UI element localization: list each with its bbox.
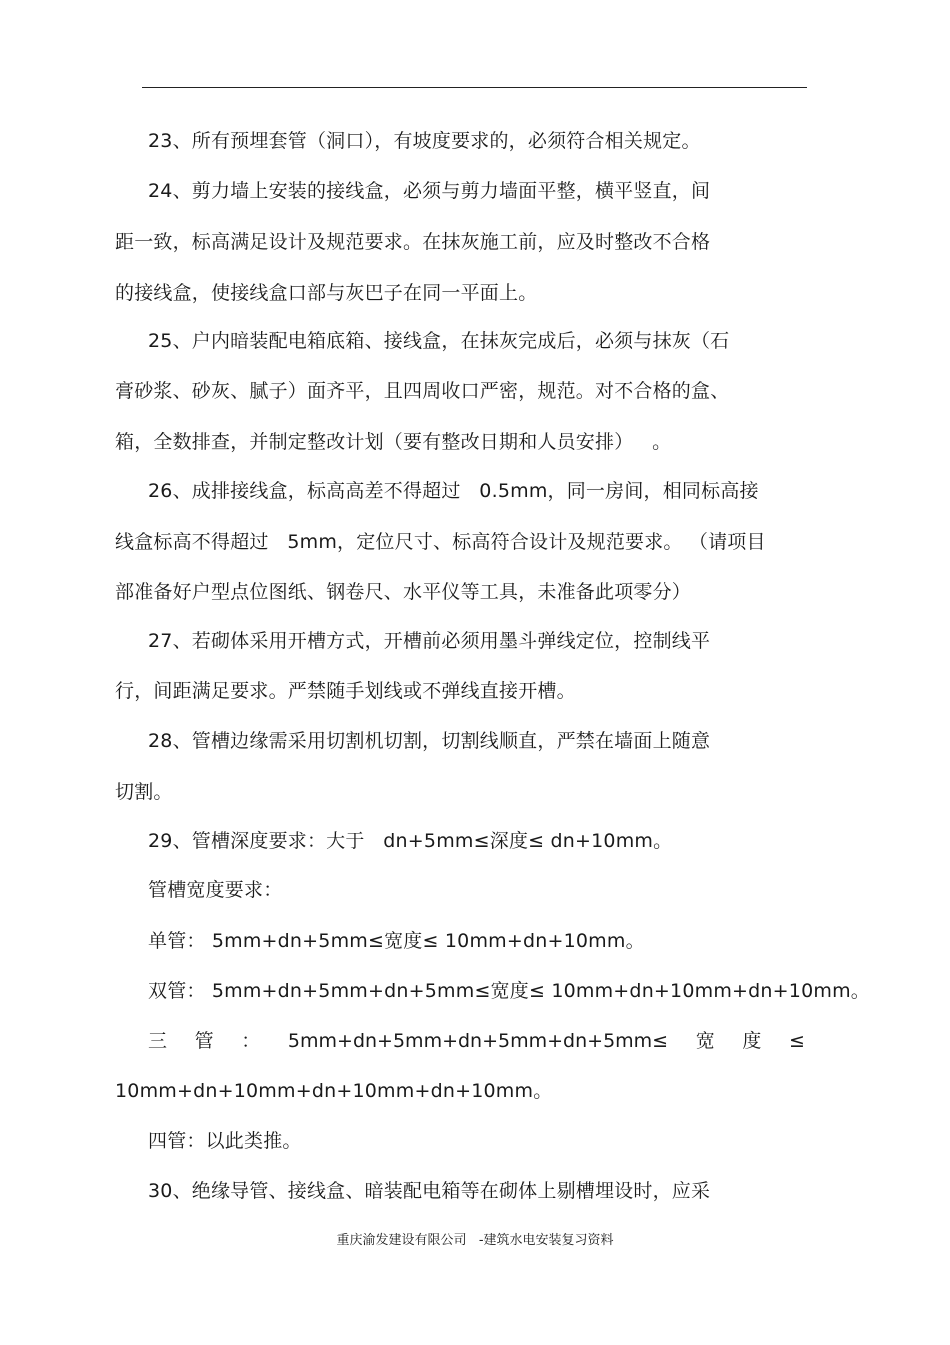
item-24-line3: 的接线盒，使接线盒口部与灰巴子在同一平面上。: [115, 282, 538, 304]
item-28-line1: 28、管槽边缘需采用切割机切割，切割线顺直，严禁在墙面上随意: [148, 730, 711, 752]
page-footer: 重庆渝发建设有限公司 -建筑水电安装复习资料: [336, 1233, 614, 1248]
triple-pipe-part: 三: [148, 1030, 168, 1052]
item-27-line2: 行，间距满足要求。严禁随手划线或不弹线直接开槽。: [115, 680, 576, 702]
item-27-line1: 27、若砌体采用开槽方式，开槽前必须用墨斗弹线定位，控制线平: [148, 630, 711, 652]
item-23: 23、所有预埋套管（洞口），有坡度要求的，必须符合相关规定。: [148, 130, 701, 152]
item-25-line2: 膏砂浆、砂灰、腻子）面齐平，且四周收口严密，规范。对不合格的盒、: [115, 380, 730, 402]
item-26-line2: 线盒标高不得超过 5mm，定位尺寸、标高符合设计及规范要求。 （请项目: [115, 531, 766, 553]
triple-pipe-part: 度: [742, 1030, 762, 1052]
item-29-depth: 29、管槽深度要求：大于 dn+5mm≤深度≤ dn+10mm。: [148, 830, 673, 852]
item-29-double-pipe: 双管： 5mm+dn+5mm+dn+5mm≤宽度≤ 10mm+dn+10mm+dn+10mm。: [148, 980, 870, 1002]
item-26-line1: 26、成排接线盒，标高高差不得超过 0.5mm，同一房间，相同标高接: [148, 480, 759, 502]
item-29-triple-pipe-cont: 10mm+dn+10mm+dn+10mm+dn+10mm。: [115, 1080, 553, 1102]
item-24-line1: 24、剪力墙上安装的接线盒，必须与剪力墙面平整，横平竖直，间: [148, 180, 711, 202]
item-29-quad-pipe: 四管：以此类推。: [148, 1130, 302, 1152]
item-30-line1: 30、绝缘导管、接线盒、暗装配电箱等在砌体上剔槽埋设时，应采: [148, 1180, 711, 1202]
item-25-line1: 25、户内暗装配电箱底箱、接线盒，在抹灰完成后，必须与抹灰（石: [148, 330, 730, 352]
triple-pipe-part: 5mm+dn+5mm+dn+5mm+dn+5mm≤: [287, 1030, 669, 1052]
triple-pipe-part: ：: [241, 1030, 261, 1052]
triple-pipe-part: ≤: [789, 1030, 805, 1052]
item-28-line2: 切割。: [115, 781, 173, 803]
item-29-triple-pipe: [148, 1029, 805, 1053]
item-29-single-pipe: 单管： 5mm+dn+5mm≤宽度≤ 10mm+dn+10mm。: [148, 930, 645, 952]
header-rule: [142, 87, 807, 88]
item-25-line3: 箱，全数排查，并制定整改计划（要有整改日期和人员安排） 。: [115, 431, 672, 453]
triple-pipe-part: 管: [194, 1030, 214, 1052]
item-26-line3: 部准备好户型点位图纸、钢卷尺、水平仪等工具，未准备此项零分）: [115, 581, 692, 603]
item-24-line2: 距一致，标高满足设计及规范要求。在抹灰施工前，应及时整改不合格: [115, 231, 711, 253]
triple-pipe-part: 宽: [695, 1030, 715, 1052]
item-29-width-heading: 管槽宽度要求：: [148, 879, 283, 901]
